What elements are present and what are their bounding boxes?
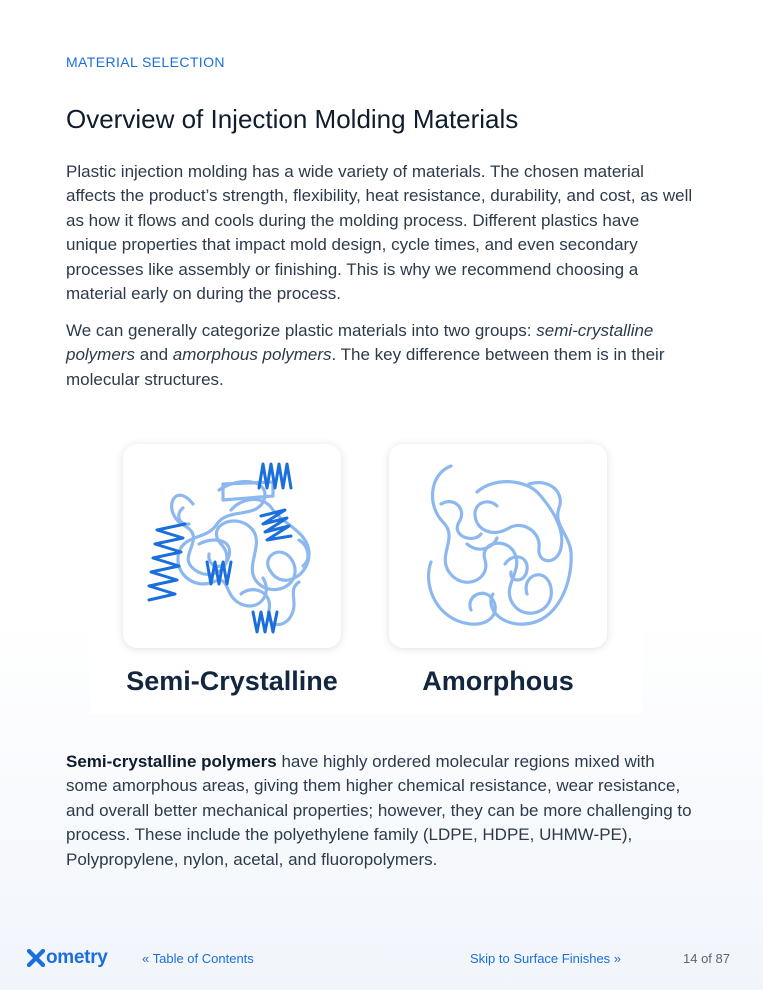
semi-crystalline-description: have highly ordered molecular regions mixed with some amorphous areas, giving them higher chemical resistance, wear resistance, and overall better mechanical properties; however, they can be more challenging to process. These include the polyethylene family (LDPE, HDPE, UHMW-PE), Polypropylene, nylon, acetal, and fluoropolymers. xyxy=(66,752,692,869)
page-footer xyxy=(0,940,763,976)
semi-crystalline-heading: Semi-crystalline polymers xyxy=(66,752,277,771)
logo-wordmark: ometry xyxy=(46,947,108,968)
page-title: Overview of Injection Molding Materials xyxy=(66,104,519,134)
amorphous-term: amorphous polymers xyxy=(172,345,332,365)
categories-text-1: We can generally categorize plastic materials into two groups: xyxy=(66,321,537,340)
semi-crystalline-term: semi-crystalline polymers xyxy=(66,321,654,365)
section-label: MATERIAL SELECTION xyxy=(66,54,225,70)
amorphous-card xyxy=(389,444,607,648)
amorphous-structure-icon xyxy=(389,444,607,648)
table-of-contents-link[interactable]: « Table of Contents xyxy=(142,951,254,966)
amorphous-label: Amorphous xyxy=(422,666,574,696)
categories-text-2: and xyxy=(134,345,173,365)
xometry-logo xyxy=(27,946,108,970)
polymer-structure-figure xyxy=(90,422,642,714)
skip-to-surface-finishes-link[interactable]: Skip to Surface Finishes » xyxy=(470,951,622,966)
categories-text-3: . The key difference between them is in their molecular structures. xyxy=(66,345,665,389)
semi-crystalline-paragraph xyxy=(66,750,694,872)
intro-paragraph: Plastic injection molding has a wide variety of materials. The chosen material affects the product’s strength, flexibility, heat resistance, durability, and cost, as well as how it flows and cools during the molding process. Different plastics have unique properties that impact mold design, cycle times, and even secondary processes like assembly or finishing. This is why we recommend choosing a material early on during the process. xyxy=(66,162,693,304)
semi-crystalline-label: Semi-Crystalline xyxy=(126,666,338,696)
xometry-x-icon xyxy=(27,949,45,967)
categories-paragraph xyxy=(66,319,694,392)
semi-crystalline-card xyxy=(123,444,341,648)
page-number: 14 of 87 xyxy=(683,951,730,966)
semi-crystalline-structure-icon xyxy=(123,444,341,648)
